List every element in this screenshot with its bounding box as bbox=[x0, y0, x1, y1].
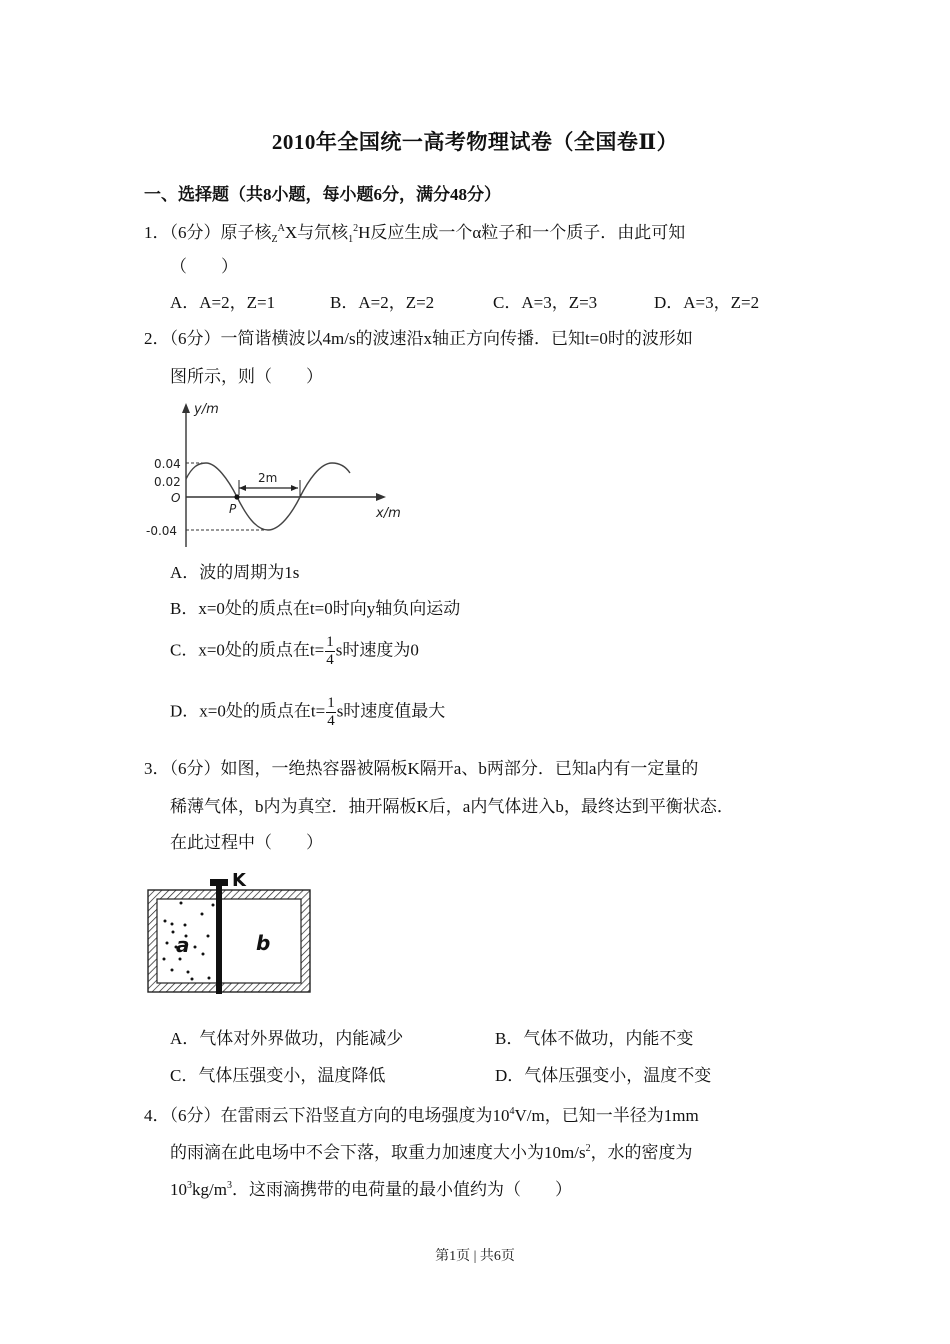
page-footer: 第1页 | 共6页 bbox=[435, 1249, 515, 1264]
tick-neg-0.04: -0.04 bbox=[146, 524, 178, 538]
question-4-stem-line-1 bbox=[144, 1100, 699, 1128]
question-4-stem-line-2 bbox=[170, 1137, 693, 1165]
question-score: （6分） bbox=[169, 329, 221, 348]
question-3-stem-line-2: 稀薄气体，b内为真空．抽开隔板K后，a内气体进入b，最终达到平衡状态． bbox=[170, 797, 734, 816]
stem-text: ，水的密度为 bbox=[590, 1143, 693, 1162]
option-text: s时速度为0 bbox=[335, 640, 419, 660]
x-axis-arrow-icon bbox=[376, 493, 386, 501]
option-b: B．x=0处的质点在t=0时向y轴负向运动 bbox=[170, 599, 461, 618]
y-axis-arrow-icon bbox=[182, 403, 190, 413]
stem-text: 如图，一绝热容器被隔板K隔开a、b两部分．已知a内有一定量的 bbox=[220, 759, 699, 778]
option-d: D．气体压强变小，温度不变 bbox=[495, 1066, 712, 1085]
option-c bbox=[170, 634, 419, 669]
stem-text: 在雷雨云下沿竖直方向的电场强度为10 bbox=[220, 1106, 510, 1125]
option-d bbox=[170, 695, 445, 730]
stem-text: ．这雨滴携带的电荷量的最小值约为（ ） bbox=[231, 1180, 572, 1199]
fraction-denominator: 4 bbox=[326, 652, 334, 668]
question-3-stem-line-3: 在此过程中（ ） bbox=[170, 833, 323, 852]
superscript: 3 bbox=[226, 1180, 232, 1191]
subscript: 1 bbox=[348, 234, 354, 245]
question-number: 4． bbox=[144, 1106, 170, 1125]
partition-handle bbox=[210, 879, 228, 886]
option-a: A．气体对外界做功，内能减少 bbox=[170, 1029, 404, 1048]
option-c: C．气体压强变小，温度降低 bbox=[170, 1066, 386, 1085]
tick-0.04: 0.04 bbox=[154, 457, 181, 471]
partition-k bbox=[216, 884, 222, 994]
stem-text: 的雨滴在此电场中不会下落，取重力加速度大小为10m/s bbox=[170, 1143, 586, 1162]
stem-text: H反应生成一个α粒子和一个质子．由此可知 bbox=[358, 223, 686, 242]
option-a: A．波的周期为1s bbox=[170, 563, 300, 582]
option-d: D．A=3，Z=2 bbox=[654, 293, 760, 312]
point-p-label: P bbox=[229, 502, 237, 516]
stem-text: X与氘核 bbox=[284, 223, 349, 242]
question-number: 3． bbox=[144, 759, 170, 778]
fraction-numerator: 1 bbox=[327, 695, 335, 711]
question-3-stem-line-1 bbox=[144, 757, 698, 781]
y-axis-label: y/m bbox=[194, 402, 219, 417]
option-a: A．A=2，Z=1 bbox=[170, 293, 276, 312]
answer-blank: （ ） bbox=[170, 257, 238, 276]
fraction-numerator: 1 bbox=[326, 634, 334, 650]
wave-graph-figure bbox=[140, 395, 420, 555]
stem-text: 一简谐横波以4m/s的波速沿x轴正方向传播．已知t=0时的波形如 bbox=[220, 329, 693, 348]
stem-text: 10 bbox=[170, 1180, 187, 1199]
fraction bbox=[325, 634, 335, 669]
fraction-denominator: 4 bbox=[327, 713, 335, 729]
option-text: s时速度值最大 bbox=[336, 701, 446, 721]
question-score: （6分） bbox=[169, 759, 221, 778]
k-label: K bbox=[232, 870, 246, 891]
subscript: Z bbox=[271, 234, 278, 245]
question-number: 1． bbox=[144, 223, 170, 242]
origin-label: O bbox=[171, 491, 181, 505]
option-text: C．x=0处的质点在t= bbox=[170, 640, 325, 660]
question-2-stem-line-2: 图所示，则（ ） bbox=[170, 367, 323, 386]
question-1-stem bbox=[144, 217, 685, 252]
x-axis-label: x/m bbox=[376, 506, 401, 521]
superscript: A bbox=[277, 223, 285, 234]
option-c: C．A=3，Z=3 bbox=[493, 293, 598, 312]
option-text: D．x=0处的质点在t= bbox=[170, 701, 326, 721]
question-score: （6分） bbox=[169, 1106, 221, 1125]
stem-text: 原子核 bbox=[220, 223, 272, 242]
option-b: B．A=2，Z=2 bbox=[330, 293, 435, 312]
superscript: 2 bbox=[353, 223, 359, 234]
stem-text: V/m，已知一半径为1mm bbox=[514, 1106, 699, 1125]
question-2-stem-line-1 bbox=[144, 327, 693, 351]
exam-title: 2010年全国统一高考物理试卷（全国卷Ⅱ） bbox=[271, 130, 679, 154]
tick-0.02: 0.02 bbox=[154, 475, 181, 489]
fraction bbox=[326, 695, 336, 730]
question-number: 2． bbox=[144, 329, 170, 348]
superscript: 3 bbox=[187, 1180, 192, 1191]
option-b: B．气体不做功，内能不变 bbox=[495, 1029, 694, 1048]
point-p-marker bbox=[234, 494, 239, 499]
question-score: （6分） bbox=[169, 223, 221, 242]
chamber-a-label: a bbox=[176, 933, 190, 957]
span-label: 2m bbox=[258, 471, 278, 485]
chamber-b-label: b bbox=[256, 931, 271, 955]
superscript: 4 bbox=[509, 1106, 515, 1117]
superscript: 2 bbox=[585, 1143, 591, 1154]
stem-text: kg/m bbox=[192, 1180, 227, 1199]
insulated-container-figure bbox=[140, 862, 340, 1002]
question-4-stem-line-3 bbox=[170, 1174, 572, 1202]
section-heading: 一、选择题（共8小题，每小题6分，满分48分） bbox=[144, 185, 501, 204]
